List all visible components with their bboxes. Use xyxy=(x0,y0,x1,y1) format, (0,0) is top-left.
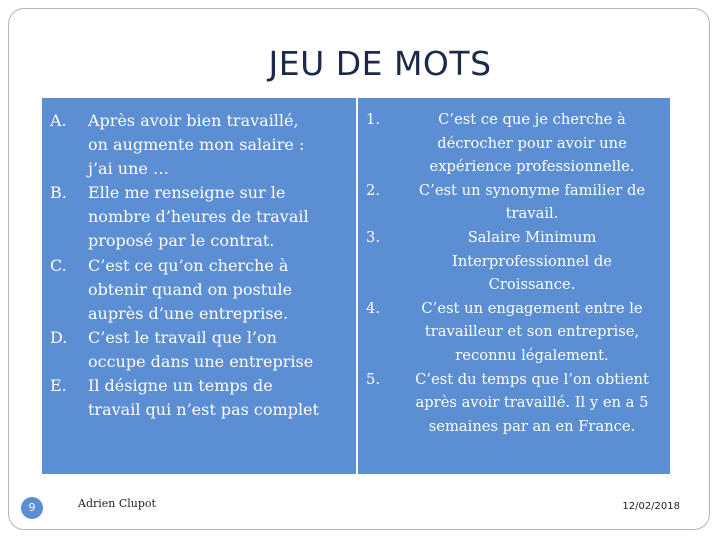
right-list xyxy=(358,98,670,438)
item-marker: D. xyxy=(50,327,68,347)
content-panel xyxy=(42,98,670,474)
item-text: C’est le travail que l’on occupe dans une entreprise xyxy=(88,327,314,371)
item-marker: 3. xyxy=(366,228,381,246)
left-item-c xyxy=(50,254,356,326)
item-text: Il désigne un temps de travail qui n’est pas complet xyxy=(88,376,319,420)
item-marker: E. xyxy=(50,376,67,396)
slide-number-badge: 9 xyxy=(21,497,43,519)
item-text: Elle me renseigne sur le nombre d’heures de travail proposé par le contrat. xyxy=(88,183,309,251)
left-list xyxy=(42,98,356,422)
right-item-5 xyxy=(362,368,670,439)
item-marker: 5. xyxy=(366,370,381,388)
footer-date: 12/02/2018 xyxy=(622,501,680,512)
left-item-a xyxy=(50,109,356,181)
footer-author: Adrien Clupot xyxy=(78,497,156,510)
right-item-4 xyxy=(362,297,670,368)
right-item-3 xyxy=(362,226,670,297)
item-marker: C. xyxy=(50,255,67,275)
definitions-left-column xyxy=(42,98,356,474)
definitions-right-column xyxy=(358,98,670,474)
item-text: C’est un engagement entre le travailleur et son entreprise, reconnu légalement. xyxy=(421,299,643,364)
item-marker: 1. xyxy=(366,111,381,128)
right-item-1 xyxy=(362,108,670,179)
left-item-d xyxy=(50,326,356,374)
item-text: C’est ce que je cherche à décrocher pour avoir une expérience professionnelle. xyxy=(429,111,635,176)
item-text: C’est un synonyme familier de travail. xyxy=(418,181,646,223)
item-marker: 2. xyxy=(366,181,381,199)
item-marker: A. xyxy=(50,111,67,130)
item-marker: B. xyxy=(50,183,67,203)
item-marker: 4. xyxy=(366,299,381,317)
item-text: C’est ce qu’on cherche à obtenir quand on postule auprès d’une entreprise. xyxy=(88,255,293,323)
item-text: Salaire Minimum Interprofessionnel de Croissance. xyxy=(452,228,612,294)
item-text: Après avoir bien travaillé, on augmente mon salaire : j’ai une … xyxy=(88,111,305,179)
right-item-2 xyxy=(362,179,670,226)
left-item-b xyxy=(50,181,356,253)
item-text: C’est du temps que l’on obtient après avoir travaillé. Il y en a 5 semaines par an en France. xyxy=(415,370,649,435)
left-item-e xyxy=(50,374,356,422)
slide-title: JEU DE MOTS xyxy=(268,44,492,83)
